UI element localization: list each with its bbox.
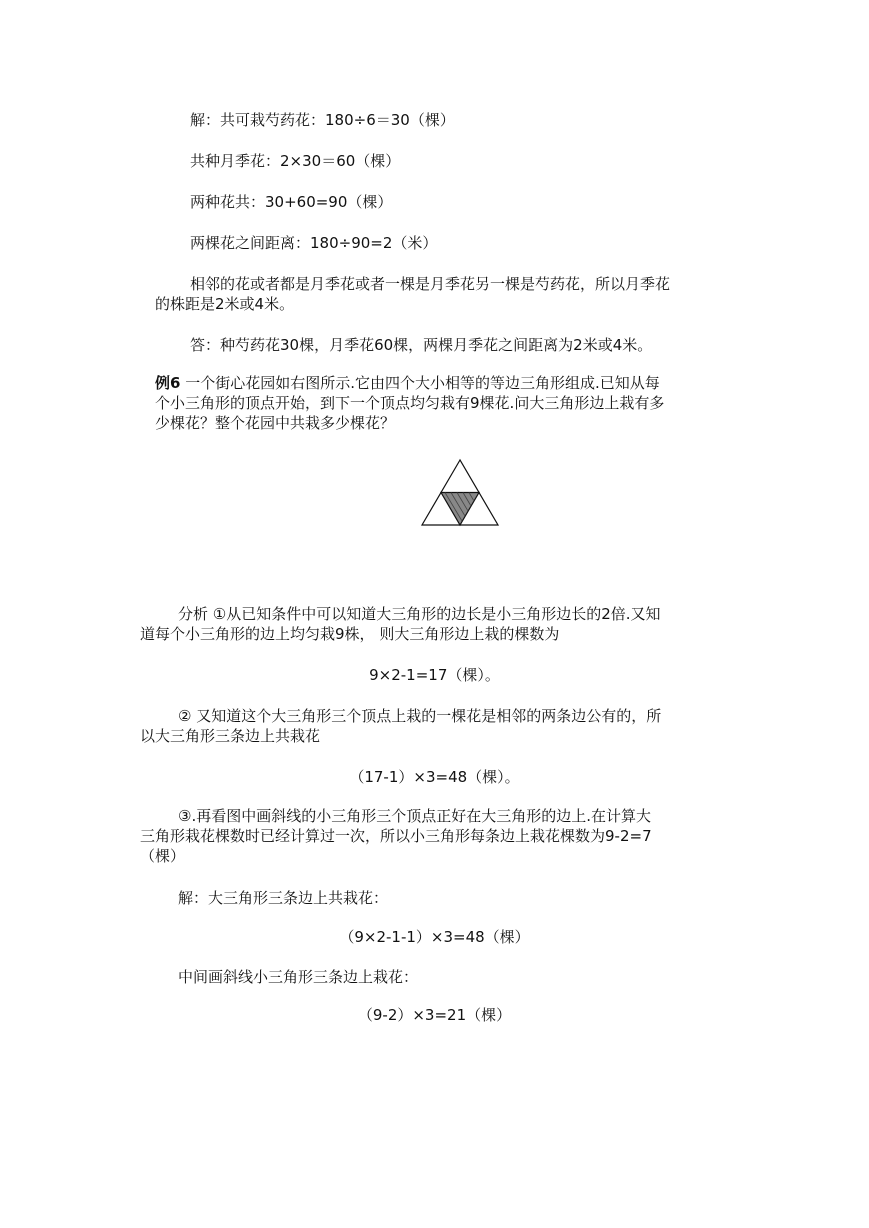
example6-line-3: 少棵花？整个花园中共栽多少棵花？: [155, 414, 396, 432]
solution-line-2: 共种月季花：2×30＝60（棵）: [190, 152, 401, 170]
analysis-p2-line-1: ② 又知道这个大三角形三个顶点上栽的一棵花是相邻的两条边公有的，所: [178, 707, 662, 725]
analysis-p3-line-1: ③.再看图中画斜线的小三角形三个顶点正好在大三角形的边上.在计算大: [178, 807, 651, 825]
example6-label: 例6: [155, 374, 181, 392]
solution2-equation-2: （9-2）×3=21（棵）: [357, 1006, 512, 1024]
analysis-p1-line-2: 道每个小三角形的边上均匀栽9株， 则大三角形边上栽的棵数为: [140, 625, 560, 643]
analysis-equation-2: （17-1）×3=48（棵）。: [349, 768, 520, 786]
example6-line-1: [155, 373, 660, 393]
analysis-p3-line-2: 三角形栽花棵数时已经计算过一次，所以小三角形每条边上栽花棵数为9-2=7: [140, 827, 652, 845]
solution-line-1: 解：共可栽芍药花：180÷6＝30（棵）: [190, 111, 455, 129]
solution-line-3: 两种花共：30+60=90（棵）: [190, 193, 393, 211]
solution2-equation-1: （9×2-1-1）×3=48（棵）: [339, 928, 530, 946]
analysis-p1-line-1: 分析 ①从已知条件中可以知道大三角形的边长是小三角形边长的2倍.又知: [178, 605, 661, 623]
answer-line: 答：种芍药花30棵，月季花60棵，两棵月季花之间距离为2米或4米。: [190, 336, 653, 354]
reasoning-line-1: 相邻的花或者都是月季花或者一棵是月季花另一棵是芍药花，所以月季花: [190, 275, 671, 293]
analysis-p3-line-3: （棵）: [140, 847, 186, 865]
analysis-p2-line-2: 以大三角形三条边上共栽花: [140, 727, 321, 745]
example6-line-2: 个小三角形的顶点开始，到下一个顶点均匀栽有9棵花.问大三角形边上栽有多: [155, 394, 665, 412]
solution2-line-2: 中间画斜线小三角形三条边上栽花：: [178, 968, 419, 986]
reasoning-line-2: 的株距是2米或4米。: [155, 295, 295, 313]
garden-triangle-figure: [420, 458, 500, 528]
example6-text-1: 一个街心花园如右图所示.它由四个大小相等的等边三角形组成.已知从每: [185, 374, 660, 392]
solution-line-4: 两棵花之间距离：180÷90=2（米）: [190, 234, 438, 252]
analysis-equation-1: 9×2-1=17（棵）。: [369, 666, 500, 684]
solution2-line-1: 解：大三角形三条边上共栽花：: [178, 889, 389, 907]
